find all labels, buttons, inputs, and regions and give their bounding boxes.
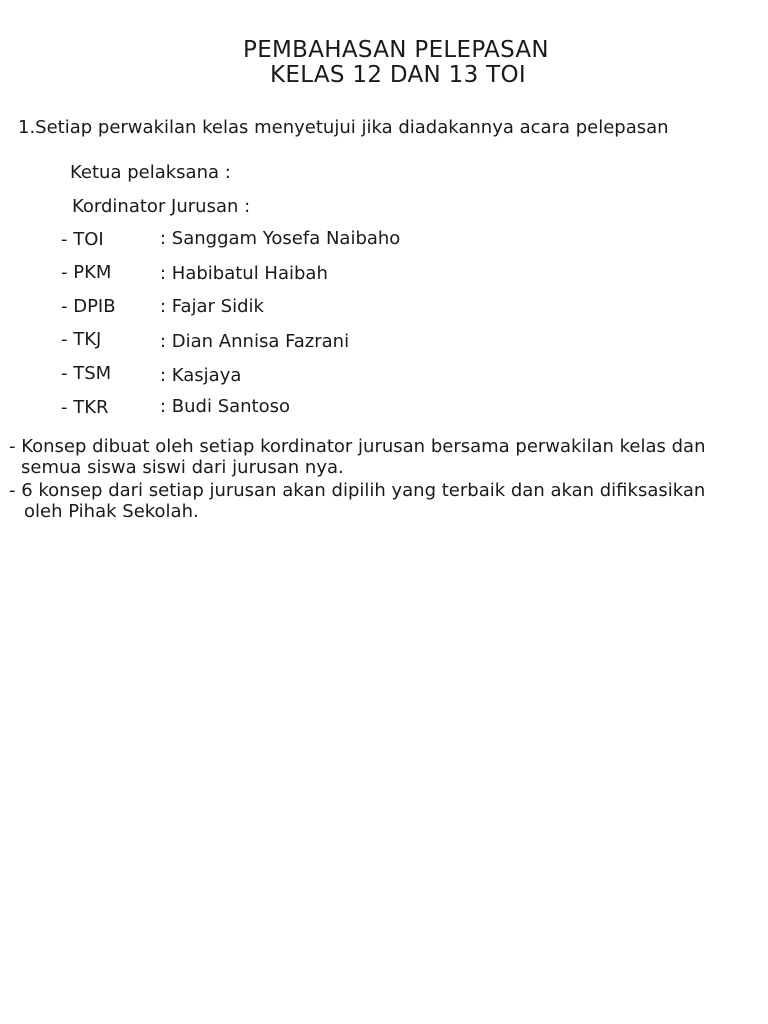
note-2-line-1: - 6 konsep dari setiap jurusan akan dipilih yang terbaik dan akan difiksasikan	[9, 480, 706, 501]
coordinator-name: : Kasjaya	[160, 365, 242, 386]
coordinator-name: : Sanggam Yosefa Naibaho	[160, 228, 401, 249]
coordinator-code: - PKM	[61, 262, 112, 283]
kordinator-jurusan-label: Kordinator Jurusan :	[72, 196, 251, 217]
coordinator-name: : Budi Santoso	[160, 396, 291, 417]
coordinator-code: - DPIB	[61, 296, 116, 317]
coordinator-code: - TOI	[61, 229, 104, 250]
coordinator-code: - TSM	[61, 363, 112, 384]
coordinator-code: - TKR	[61, 397, 109, 418]
coordinator-name: : Habibatul Haibah	[160, 263, 328, 284]
point-1-text: 1.Setiap perwakilan kelas menyetujui jika diadakannya acara pelepasan	[18, 117, 669, 138]
ketua-pelaksana-label: Ketua pelaksana :	[70, 162, 231, 183]
coordinator-name: : Dian Annisa Fazrani	[160, 331, 350, 352]
note-2-line-2: oleh Pihak Sekolah.	[24, 501, 199, 522]
document-title-line-2: KELAS 12 DAN 13 TOI	[270, 62, 526, 88]
coordinator-name: : Fajar Sidik	[160, 296, 264, 317]
coordinator-code: - TKJ	[61, 329, 102, 350]
document-title-line-1: PEMBAHASAN PELEPASAN	[243, 37, 549, 63]
note-1-line-1: - Konsep dibuat oleh setiap kordinator jurusan bersama perwakilan kelas dan	[9, 436, 706, 457]
note-1-line-2: semua siswa siswi dari jurusan nya.	[21, 457, 344, 478]
